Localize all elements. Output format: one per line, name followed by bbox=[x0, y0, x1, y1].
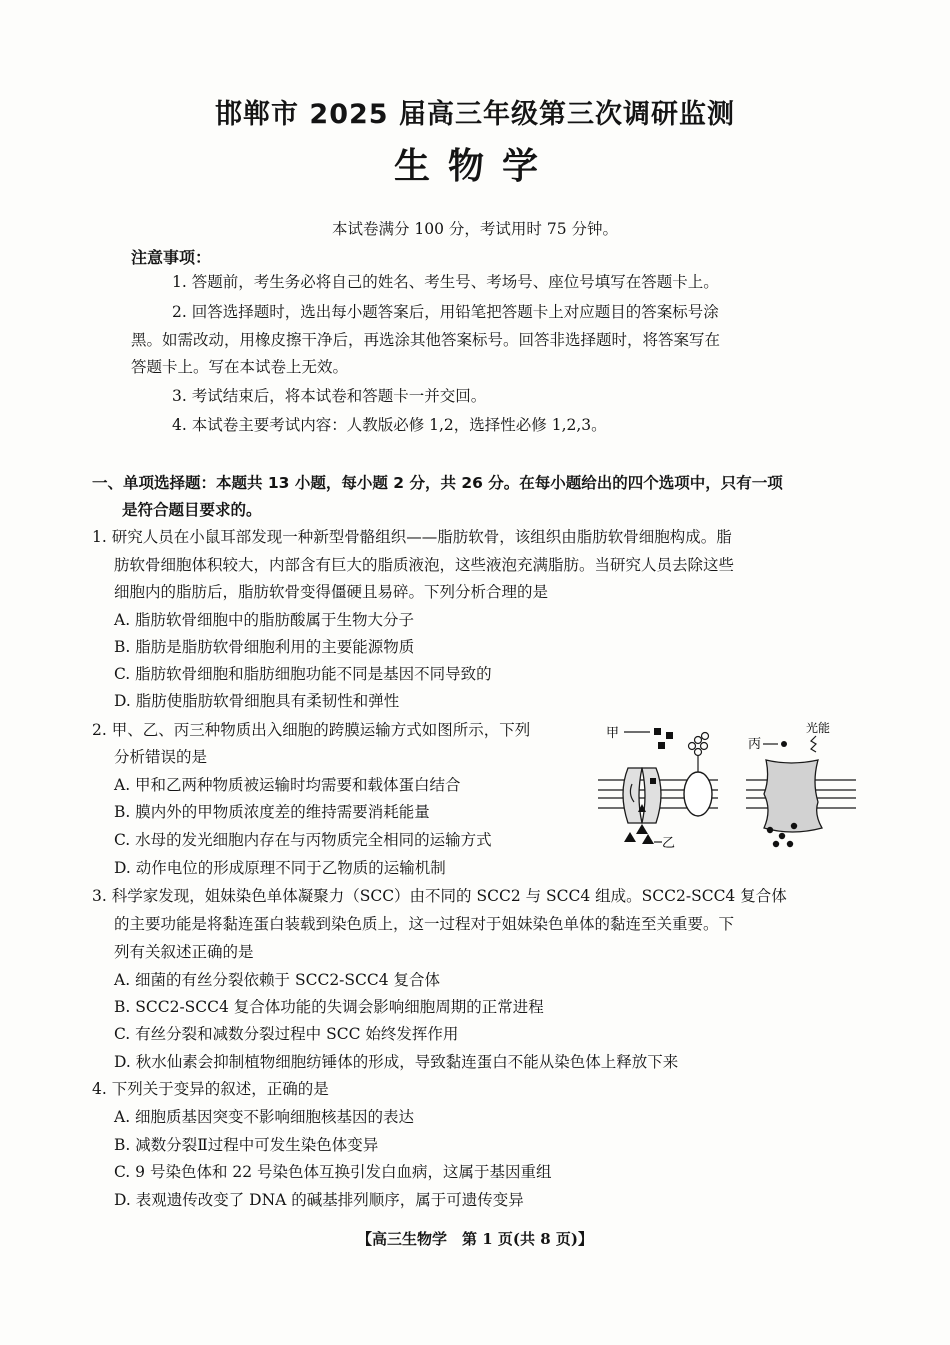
subject-title: 生物学 bbox=[393, 146, 556, 187]
q2-option-a: A. 甲和乙两种物质被运输时均需要和载体蛋白结合 bbox=[114, 776, 461, 794]
q4-option-c: C. 9 号染色体和 22 号染色体互换引发白血病，这属于基因重组 bbox=[114, 1163, 552, 1181]
q3-option-b: B. SCC2-SCC4 复合体功能的失调会影响细胞周期的正常进程 bbox=[114, 998, 544, 1016]
page-footer: 【高三生物学 第 1 页(共 8 页)】 bbox=[357, 1230, 593, 1248]
q4-option-a: A. 细胞质基因突变不影响细胞核基因的表达 bbox=[114, 1108, 415, 1126]
notice-line: 黑。如需改动，用橡皮擦干净后，再选涂其他答案标号。回答非选择题时，将答案写在 bbox=[131, 331, 721, 349]
exam-meta: 本试卷满分 100 分，考试用时 75 分钟。 bbox=[331, 220, 619, 238]
label-yi: 乙 bbox=[662, 836, 676, 851]
notice-line: 答题卡上。写在本试卷上无效。 bbox=[131, 358, 349, 376]
q2-option-d: D. 动作电位的形成原理不同于乙物质的运输机制 bbox=[114, 859, 446, 877]
q2-stem: 2. 甲、乙、丙三种物质出入细胞的跨膜运输方式如图所示，下列 bbox=[92, 721, 531, 739]
q1-option-b: B. 脂肪是脂肪软骨细胞利用的主要能源物质 bbox=[114, 638, 415, 656]
q3-stem: 3. 科学家发现，姐妹染色单体凝聚力（SCC）由不同的 SCC2 与 SCC4 组成。SCC2-SCC4 复合体 bbox=[92, 887, 787, 905]
notice-line: 3. 考试结束后，将本试卷和答题卡一并交回。 bbox=[172, 387, 487, 405]
notice-heading: 注意事项： bbox=[131, 248, 212, 267]
q4-option-b: B. 减数分裂Ⅱ过程中可发生染色体变异 bbox=[114, 1136, 379, 1154]
q3-option-a: A. 细菌的有丝分裂依赖于 SCC2-SCC4 复合体 bbox=[114, 971, 441, 989]
q3-stem: 的主要功能是将黏连蛋白装载到染色质上，这一过程对于姐妹染色单体的黏连至关重要。下 bbox=[114, 915, 735, 933]
carrier-protein bbox=[684, 733, 712, 817]
membrane-transport-figure bbox=[598, 718, 858, 858]
q1-stem: 肪软骨细胞体积较大，内部含有巨大的脂质液泡，这些液泡充满脂肪。当研究人员去除这些 bbox=[114, 556, 735, 574]
q3-option-d: D. 秋水仙素会抑制植物细胞纺锤体的形成，导致黏连蛋白不能从染色体上释放下来 bbox=[114, 1053, 679, 1071]
label-jia: 甲 bbox=[606, 726, 620, 741]
notice-line: 1. 答题前，考生务必将自己的姓名、考生号、考场号、座位号填写在答题卡上。 bbox=[172, 273, 719, 291]
q1-option-a: A. 脂肪软骨细胞中的脂肪酸属于生物大分子 bbox=[114, 611, 415, 629]
label-bing: 丙 bbox=[748, 737, 762, 752]
notice-line: 4. 本试卷主要考试内容：人教版必修 1,2，选择性必修 1,2,3。 bbox=[172, 416, 607, 434]
q1-stem: 1. 研究人员在小鼠耳部发现一种新型骨骼组织——脂肪软骨，该组织由脂肪软骨细胞构成。脂 bbox=[92, 528, 732, 546]
notice-line: 2. 回答选择题时，选出每小题答案后，用铅笔把答题卡上对应题目的答案标号涂 bbox=[172, 303, 719, 321]
q1-option-c: C. 脂肪软骨细胞和脂肪细胞功能不同是基因不同导致的 bbox=[114, 665, 492, 683]
light-wave-icon bbox=[811, 736, 816, 752]
light-driven-pump bbox=[764, 760, 822, 832]
q4-stem: 4. 下列关于变异的叙述，正确的是 bbox=[92, 1080, 329, 1098]
section-heading: 是符合题目要求的。 bbox=[122, 501, 262, 519]
section-heading: 一、单项选择题：本题共 13 小题，每小题 2 分，共 26 分。在每小题给出的四个选项中，只有一项 bbox=[92, 474, 783, 492]
q3-stem: 列有关叙述正确的是 bbox=[114, 943, 254, 961]
exam-title: 邯郸市 2025 届高三年级第三次调研监测 bbox=[215, 99, 735, 130]
label-light-energy: 光能 bbox=[806, 721, 831, 735]
q4-option-d: D. 表观遗传改变了 DNA 的碱基排列顺序，属于可遗传变异 bbox=[114, 1191, 524, 1209]
q2-option-c: C. 水母的发光细胞内存在与丙物质完全相同的运输方式 bbox=[114, 831, 492, 849]
channel-protein bbox=[623, 768, 661, 823]
q1-stem: 细胞内的脂肪后，脂肪软骨变得僵硬且易碎。下列分析合理的是 bbox=[114, 583, 549, 601]
q1-option-d: D. 脂肪使脂肪软骨细胞具有柔韧性和弹性 bbox=[114, 692, 400, 710]
q2-stem: 分析错误的是 bbox=[114, 748, 208, 766]
q2-option-b: B. 膜内外的甲物质浓度差的维持需要消耗能量 bbox=[114, 803, 430, 821]
q3-option-c: C. 有丝分裂和减数分裂过程中 SCC 始终发挥作用 bbox=[114, 1025, 459, 1043]
